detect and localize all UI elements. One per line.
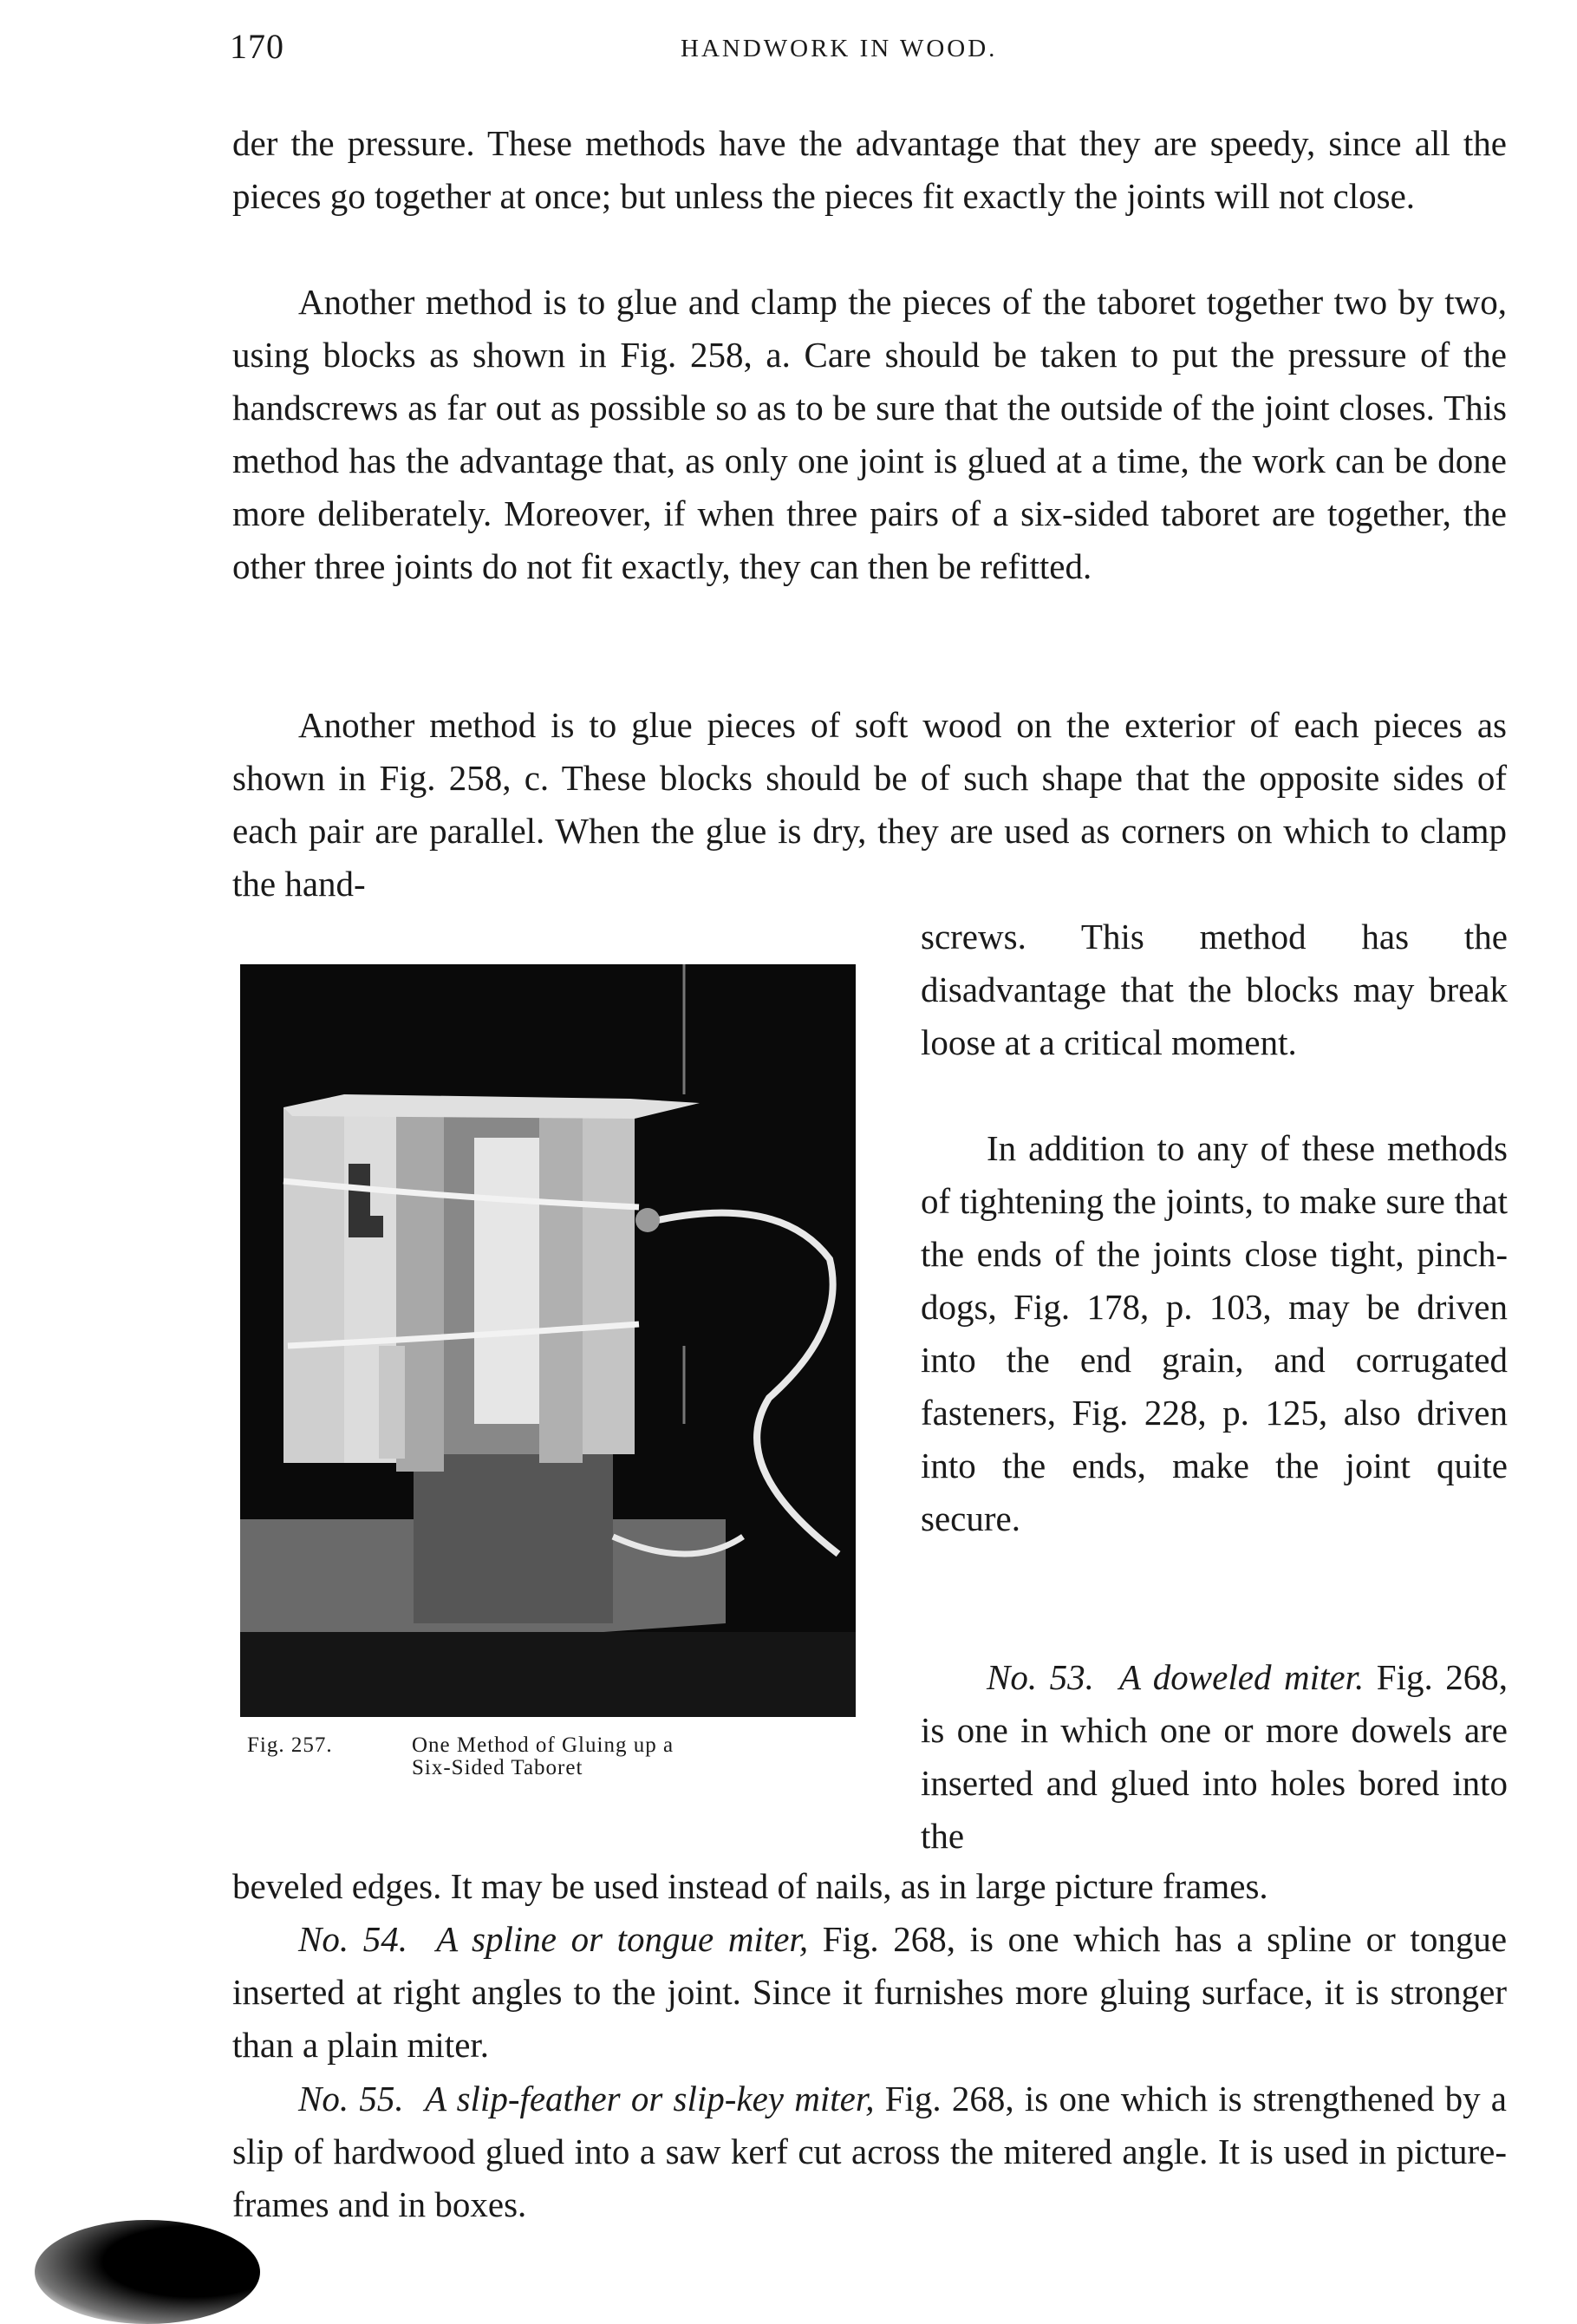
page-number: 170: [230, 27, 284, 66]
item-number-54: No. 54.: [298, 1919, 407, 1959]
term-spline-miter: A spline or tongue miter,: [436, 1919, 809, 1959]
paragraph-3-cont-text: screws. This method has the disadvantage that the blocks may break loose at a critical moment.: [921, 917, 1508, 1062]
paragraph-5-cont-text: beveled edges. It may be used instead of nails, as in large picture frames.: [232, 1866, 1268, 1906]
figure-label: Fig. 257.: [247, 1733, 333, 1757]
paragraph-3-text: Another method is to glue pieces of soft wood on the exterior of each pieces as shown in Fig. 258, c. These blocks should be of such shape that the opposite sides of each pair are parallel. When the glue is dry, they are used as corners on which to clamp the hand-: [232, 705, 1507, 904]
paragraph-4-text: In addition to any of these methods of tightening the joints, to make sure that the ends of the joints close tight, pinch-dogs, Fig. 178, p. 103, may be driven into the end grain, and corrugated fasteners, Fig. 228, p. 125, also driven into the ends, make the joint quite secure.: [921, 1128, 1508, 1538]
paragraph-6-text: Fig. 268, is one which has a spline or tongue inserted at right angles to the joint. Since it furnishes more gluing surface, it is stronger than a plain miter.: [232, 1919, 1508, 2065]
item-number-53: No. 53.: [987, 1657, 1094, 1697]
scan-artifact-thumb: [35, 2220, 260, 2324]
paragraph-5-text: Fig. 268, is one in which one or more dowels are inserted and glued into holes bored into the: [921, 1657, 1509, 1856]
caption-line-2: Six-Sided Taboret: [412, 1756, 583, 1779]
taboret-clamp-photo: [240, 964, 856, 1717]
paragraph-3: [232, 699, 1507, 911]
paragraph-4: [921, 1122, 1508, 1545]
paragraph-7: [232, 2073, 1507, 2231]
figure-257-photo: [240, 964, 856, 1717]
paragraph-5-continuation: [232, 1860, 1507, 1913]
caption-line-1: One Method of Gluing up a: [412, 1733, 674, 1757]
paragraph-1: [232, 117, 1507, 223]
figure-257-caption: [247, 1734, 854, 1779]
paragraph-7-text: Fig. 268, is one which is strengthened by a slip of hardwood glued into a saw kerf cut across the mitered angle. It is used in picture-frames and in boxes.: [232, 2079, 1508, 2224]
paragraph-1-text: der the pressure. These methods have the advantage that they are speedy, since all the pieces go together at once; but unless the pieces fit exactly the joints will not close.: [232, 123, 1507, 216]
paragraph-6: [232, 1913, 1507, 2072]
running-head: HANDWORK IN WOOD.: [681, 35, 998, 62]
term-slip-feather-miter: A slip-feather or slip-key miter,: [425, 2079, 875, 2118]
paragraph-2-text: Another method is to glue and clamp the pieces of the taboret together two by two, using blocks as shown in Fig. 258, a. Care should be taken to put the pressure of the handscrews as far out as possible so as to be sure that the outside of the joint closes. This method has the advantage that, as only one joint is glued at a time, the work can be done more deliberately. Moreover, if when three pairs of a six-sided taboret are together, the other three joints do not fit exactly, they can then be refitted.: [232, 282, 1507, 586]
paragraph-5: [921, 1651, 1508, 1863]
paragraph-2: [232, 276, 1507, 593]
paragraph-3-continuation: [921, 911, 1508, 1069]
item-number-55: No. 55.: [298, 2079, 404, 2118]
term-doweled-miter: A doweled miter.: [1118, 1657, 1365, 1697]
